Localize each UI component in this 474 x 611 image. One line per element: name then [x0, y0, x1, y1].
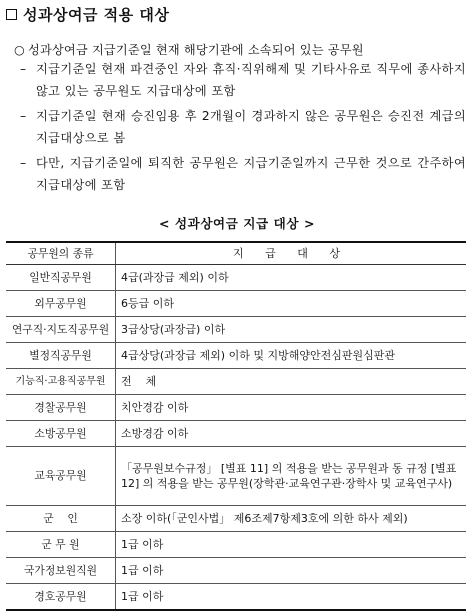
section-heading: [6, 3, 169, 25]
checkbox-square-icon: [6, 9, 17, 20]
cell-type: 소방공무원: [6, 421, 116, 447]
column-header-target: 지 급 대 상: [116, 242, 467, 265]
table-row: [6, 506, 466, 532]
table-caption: < 성과상여금 지급 대상 >: [158, 216, 316, 231]
cell-type: 군 인: [6, 506, 116, 532]
main-bullet: [14, 41, 470, 58]
cell-target: 「공무원보수규정」 [별표 11] 의 적용을 받는 공무원과 동 규정 [별표 12] 의 적용을 받는 공무원(장학관·교육연구관·장학사 및 교육연구사): [116, 447, 467, 506]
sub-bullet-text: 지급기준일 현재 파견중인 자와 휴직·직위해제 및 기타사유로 직무에 종사하지 않고 있는 공무원도 지급대상에 포함: [36, 62, 466, 98]
main-bullet-text: 성과상여금 지급기준일 현재 해당기관에 소속되어 있는 공무원: [28, 43, 364, 57]
table-row: [6, 343, 466, 369]
circle-bullet-icon: ○: [14, 43, 25, 57]
table-header-row: [6, 242, 466, 265]
cell-type: 경호공무원: [6, 584, 116, 611]
cell-target: 소방경감 이하: [116, 421, 467, 447]
table-row: [6, 558, 466, 584]
sub-bullet-text: 다만, 지급기준일에 퇴직한 공무원은 지급기준일까지 근무한 것으로 간주하여 지급대상에 포함: [36, 156, 466, 192]
cell-target: 1급 이하: [116, 558, 467, 584]
cell-target: 치안경감 이하: [116, 395, 467, 421]
cell-target: 4급상당(과장급 제외) 이하 및 지방해양안전심판원심판관: [116, 343, 467, 369]
cell-type: 경찰공무원: [6, 395, 116, 421]
dash-bullet-icon: –: [20, 62, 27, 76]
eligibility-table: [6, 241, 466, 611]
table-row: [6, 369, 466, 395]
cell-target: 4급(과장급 제외) 이하: [116, 265, 467, 291]
table-row: [6, 584, 466, 611]
dash-bullet-icon: –: [20, 109, 27, 123]
cell-type: 외무공무원: [6, 291, 116, 317]
cell-target: 6등급 이하: [116, 291, 467, 317]
cell-target: 소장 이하(「군인사법」 제6조제7항제3호에 의한 하사 제외): [116, 506, 467, 532]
table-row: [6, 265, 466, 291]
dash-bullet-icon: –: [20, 156, 27, 170]
table-row: [6, 291, 466, 317]
sub-bullet-text: 지급기준일 현재 승진임용 후 2개월이 경과하지 않은 공무원은 승진전 계급의 지급대상으로 봄: [36, 109, 466, 145]
cell-type: 별정직공무원: [6, 343, 116, 369]
cell-target: 3급상당(과장급) 이하: [116, 317, 467, 343]
cell-type: 기능직·고용직공무원: [6, 369, 116, 395]
cell-type: 연구직·지도직공무원: [6, 317, 116, 343]
cell-target: 1급 이하: [116, 584, 467, 611]
cell-target: 전 체: [116, 369, 467, 395]
sub-bullet: [20, 106, 466, 149]
table-row: [6, 317, 466, 343]
table-row: [6, 395, 466, 421]
sub-bullet: [20, 59, 466, 102]
table-row: [6, 532, 466, 558]
cell-type: 일반직공무원: [6, 265, 116, 291]
table-row: [6, 421, 466, 447]
cell-target: 1급 이하: [116, 532, 467, 558]
cell-type: 교육공무원: [6, 447, 116, 506]
sub-bullet: [20, 153, 466, 196]
cell-type: 군 무 원: [6, 532, 116, 558]
column-header-type: 공무원의 종류: [6, 242, 116, 265]
table-row: [6, 447, 466, 506]
cell-type: 국가정보원직원: [6, 558, 116, 584]
section-title-text: 성과상여금 적용 대상: [23, 5, 170, 24]
